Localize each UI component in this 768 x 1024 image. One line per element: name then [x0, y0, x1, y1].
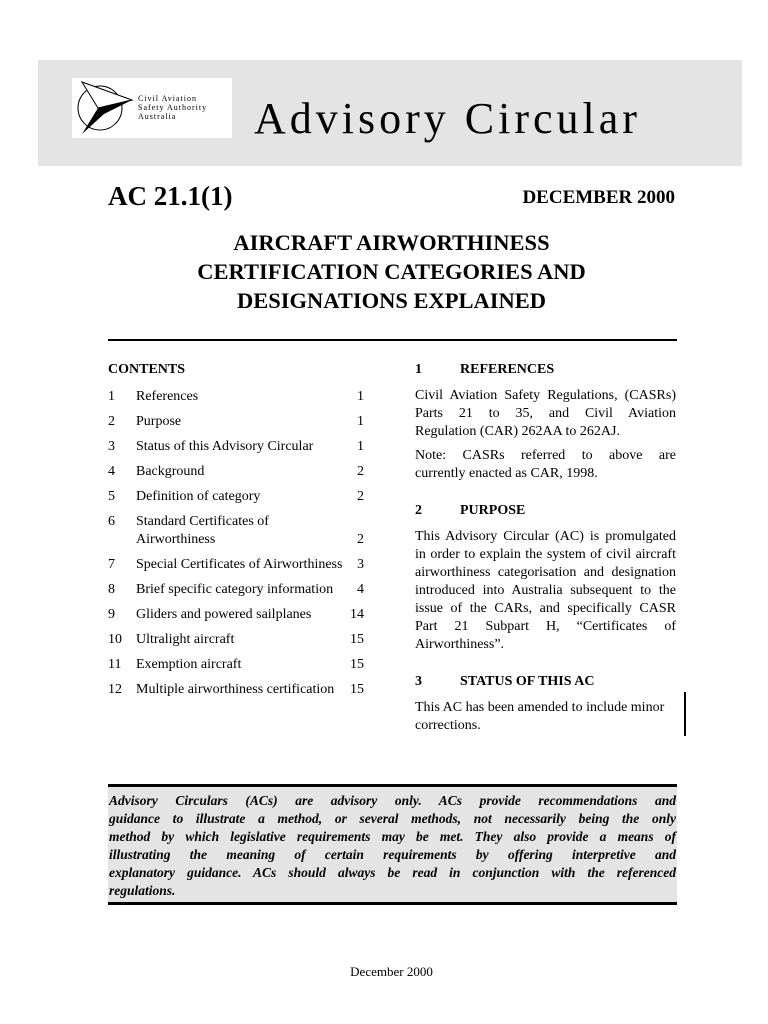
text-line: currently enacted as CAR, 1998. [415, 466, 598, 481]
toc-title-line: Airworthiness [136, 532, 216, 547]
toc-page-number: 15 [350, 632, 364, 647]
toc-number: 3 [108, 439, 115, 454]
text-line: This AC has been amended to include minor [415, 700, 665, 715]
toc-title-line: Status of this Advisory Circular [136, 439, 314, 454]
ac-number: AC 21.1(1) [108, 181, 233, 211]
toc-title-line: Ultralight aircraft [136, 632, 235, 647]
toc-title-line: Exemption aircraft [136, 657, 242, 672]
toc-page-number: 1 [357, 414, 364, 429]
toc-item [108, 463, 368, 481]
toc-number: 6 [108, 514, 115, 529]
logo-line: Safety Authority [138, 103, 208, 112]
toc-items [108, 388, 368, 699]
toc-page-number: 2 [357, 489, 364, 504]
toc-title-line: Standard Certificates of [136, 514, 269, 529]
toc-item [108, 606, 368, 624]
toc-number: 1 [108, 389, 115, 404]
compass-arrow-icon [74, 78, 136, 138]
toc-number: 2 [108, 414, 115, 429]
purpose-paragraph [415, 528, 676, 654]
contents-list [108, 362, 368, 706]
toc-title-line: Special Certificates of Airworthiness [136, 557, 343, 572]
toc-item [108, 581, 368, 599]
toc-item [108, 413, 368, 431]
toc-number: 11 [108, 657, 122, 672]
banner-title: Advisory Circular [254, 94, 641, 143]
toc-number: 8 [108, 582, 115, 597]
toc-number: 12 [108, 682, 122, 697]
toc-title-line: Multiple airworthiness certification [136, 682, 335, 697]
notice-line: method by which legislative requirements may be met. They also provide a means of [109, 829, 676, 844]
text-line: Part 21 Subpart H, “Certificates of [415, 619, 676, 634]
toc-item [108, 438, 368, 456]
text-line: This Advisory Circular (AC) is promulgated [415, 529, 676, 544]
section-heading-status [415, 674, 676, 690]
section-title: STATUS OF THIS AC [460, 674, 595, 689]
text-line: Parts 21 to 35, and Civil Aviation [415, 406, 676, 421]
toc-title-line: References [136, 389, 199, 404]
toc-page-number: 14 [350, 607, 364, 622]
toc-title-line: Purpose [136, 414, 182, 429]
toc-number: 7 [108, 557, 115, 572]
toc-item [108, 656, 368, 674]
toc-title-line: Gliders and powered sailplanes [136, 607, 312, 622]
toc-title [108, 556, 351, 574]
toc-title [108, 438, 351, 456]
sections-column [415, 362, 676, 741]
toc-page-number: 15 [350, 657, 364, 672]
notice-line: guidance to illustrate a method, or several methods, not necessarily being the only [109, 811, 676, 826]
toc-item [108, 556, 368, 574]
toc-title [108, 463, 351, 481]
text-line: Note: CASRs referred to above are [415, 448, 676, 463]
references-note [415, 447, 676, 483]
toc-title [108, 656, 351, 674]
notice-text [108, 787, 677, 902]
title-line: AIRCRAFT AIRWORTHINESS [233, 230, 550, 255]
section-heading-references [415, 362, 676, 378]
section-title: REFERENCES [460, 362, 555, 377]
advisory-notice [108, 784, 677, 905]
text-line: airworthiness categorisation and designation [415, 565, 676, 580]
logo-line: Civil Aviation [138, 94, 197, 103]
toc-title [108, 581, 351, 599]
header-banner [38, 60, 742, 166]
toc-item [108, 488, 368, 506]
text-line: introduced into Australia subsequent to the [415, 583, 676, 598]
toc-title [108, 606, 351, 624]
toc-page-number: 2 [357, 532, 364, 547]
notice-line: Advisory Circulars (ACs) are advisory only. ACs provide recommendations and [109, 793, 676, 808]
page-footer: December 2000 [350, 964, 433, 979]
toc-page-number: 1 [357, 389, 364, 404]
section-title: PURPOSE [460, 503, 526, 518]
divider [108, 339, 677, 341]
toc-title [108, 681, 351, 699]
toc-title-line: Brief specific category information [136, 582, 334, 597]
text-line: Civil Aviation Safety Regulations, (CASRs) [415, 388, 676, 403]
toc-title [108, 631, 351, 649]
status-paragraph [415, 699, 676, 735]
issue-date: DECEMBER 2000 [522, 187, 675, 208]
document-title [108, 228, 675, 315]
toc-page-number: 3 [357, 557, 364, 572]
toc-number: 4 [108, 464, 115, 479]
text-line: Regulation (CAR) 262AA to 262AJ. [415, 424, 620, 439]
toc-item [108, 388, 368, 406]
toc-page-number: 2 [357, 464, 364, 479]
toc-item [108, 513, 368, 549]
title-line: DESIGNATIONS EXPLAINED [236, 288, 547, 313]
logo-line: Australia [138, 112, 177, 121]
toc-number: 10 [108, 632, 122, 647]
casa-logo [72, 78, 232, 138]
section-heading-purpose [415, 503, 676, 519]
toc-page-number: 15 [350, 682, 364, 697]
notice-line: illustrating the meaning of certain requirements by offering interpretive and [109, 847, 676, 862]
contents-heading: CONTENTS [108, 362, 186, 377]
text-line: issue of the CARs, and specifically CASR [415, 601, 676, 616]
notice-line: regulations. [109, 883, 176, 898]
toc-title-line: Background [136, 464, 205, 479]
toc-title [108, 513, 351, 549]
section-number: 2 [415, 503, 422, 518]
toc-title [108, 388, 351, 406]
toc-page-number: 1 [357, 439, 364, 454]
toc-item [108, 681, 368, 699]
text-line: Airworthiness”. [415, 637, 505, 652]
change-bar [684, 692, 686, 736]
section-number: 3 [415, 674, 422, 689]
logo-text [138, 94, 207, 121]
text-line: in order to explain the system of civil aircraft [415, 547, 676, 562]
notice-line: explanatory guidance. ACs should always be read in conjunction with the referenced [109, 865, 676, 880]
section-number: 1 [415, 362, 422, 377]
text-line: corrections. [415, 718, 481, 733]
toc-title-line: Definition of category [136, 489, 261, 504]
toc-number: 9 [108, 607, 115, 622]
references-paragraph [415, 387, 676, 441]
toc-title [108, 488, 351, 506]
toc-number: 5 [108, 489, 115, 504]
toc-page-number: 4 [357, 582, 364, 597]
title-line: CERTIFICATION CATEGORIES AND [197, 259, 586, 284]
toc-title [108, 413, 351, 431]
toc-item [108, 631, 368, 649]
